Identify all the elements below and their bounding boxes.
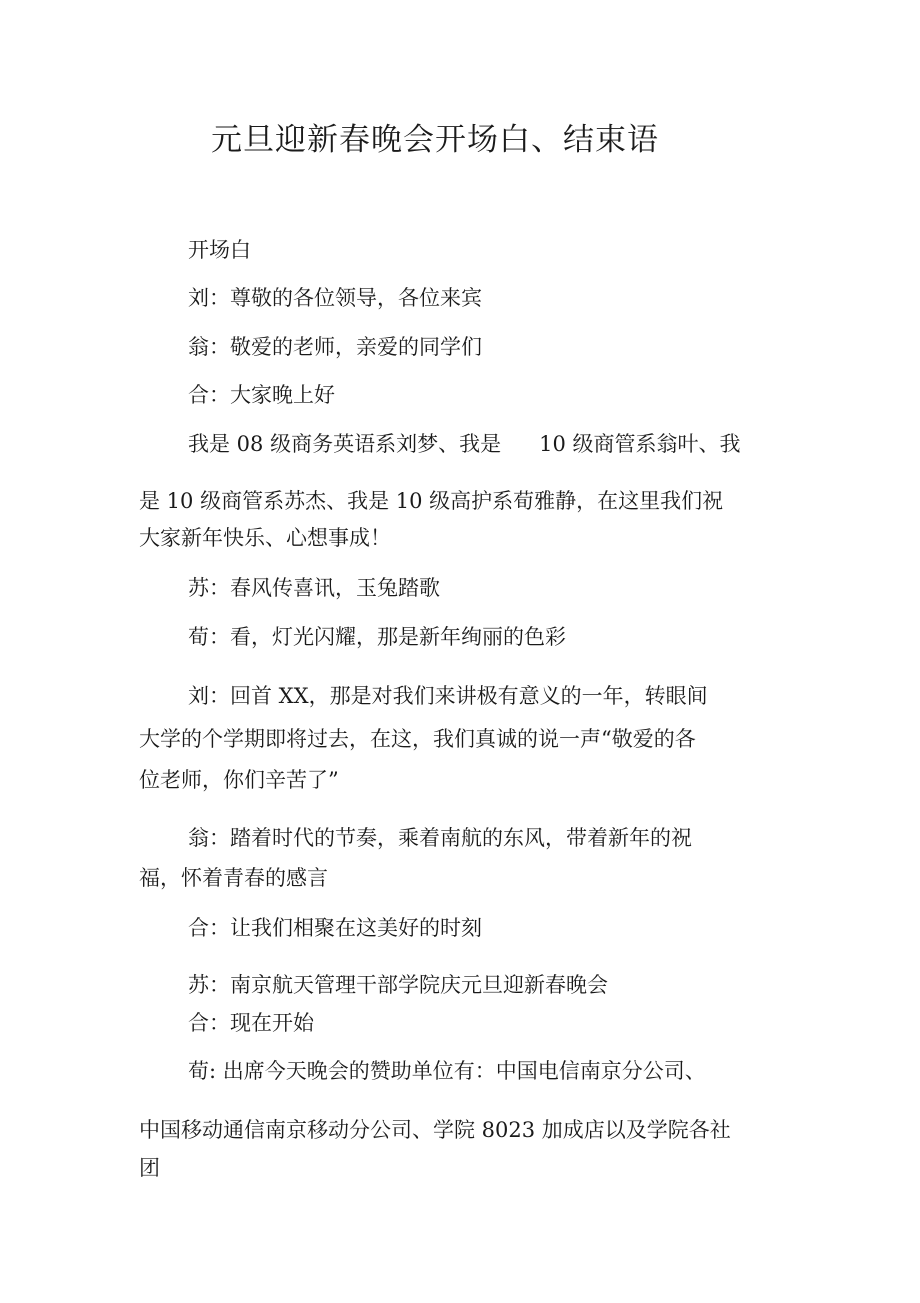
section-heading-opening: 开场白 xyxy=(188,238,251,262)
line-together-greeting: 合：大家晚上好 xyxy=(188,383,335,407)
paragraph-weng-rhythm-line-2: 福，怀着青春的感言 xyxy=(139,866,328,890)
intro-fragment-1: 我是 08 级商务英语系刘梦、我是 xyxy=(188,432,502,456)
paragraph-weng-rhythm-line-1: 翁：踏着时代的节奏，乘着南航的东风，带着新年的祝 xyxy=(188,826,692,850)
line-su-spring: 苏：春风传喜讯，玉兔踏歌 xyxy=(188,576,440,600)
line-xun-lights: 荀：看，灯光闪耀，那是新年绚丽的色彩 xyxy=(188,625,566,649)
line-together-start: 合：现在开始 xyxy=(188,1011,314,1035)
intro-fragment-2: 10 级商管系翁叶、我 xyxy=(539,432,741,456)
line-together-gather: 合：让我们相聚在这美好的时刻 xyxy=(188,916,482,940)
line-weng-greeting: 翁：敬爱的老师，亲爱的同学们 xyxy=(188,335,482,359)
paragraph-xun-sponsors-line-3: 团 xyxy=(139,1156,160,1180)
line-liu-greeting: 刘：尊敬的各位领导，各位来宾 xyxy=(188,286,482,310)
line-su-event-name: 苏：南京航天管理干部学院庆元旦迎新春晚会 xyxy=(188,973,608,997)
paragraph-liu-lookback-line-3: 位老师，你们辛苦了” xyxy=(139,768,339,792)
paragraph-introductions-line-3: 大家新年快乐、心想事成！ xyxy=(139,526,391,550)
paragraph-xun-sponsors-line-1: 荀: 出席今天晚会的赞助单位有：中国电信南京分公司、 xyxy=(188,1059,706,1083)
paragraph-liu-lookback-line-1: 刘：回首 XX，那是对我们来讲极有意义的一年，转眼间 xyxy=(188,684,708,708)
paragraph-liu-lookback-line-2: 大学的个学期即将过去，在这，我们真诚的说一声“敬爱的各 xyxy=(139,727,696,751)
paragraph-xun-sponsors-line-2: 中国移动通信南京移动分公司、学院 8023 加成店以及学院各社 xyxy=(139,1118,731,1142)
document-title: 元旦迎新春晚会开场白、结束语 xyxy=(211,122,659,158)
paragraph-introductions-line-2: 是 10 级商管系苏杰、我是 10 级高护系荀雅静，在这里我们祝 xyxy=(139,489,724,513)
paragraph-introductions-line-1 xyxy=(188,424,740,464)
